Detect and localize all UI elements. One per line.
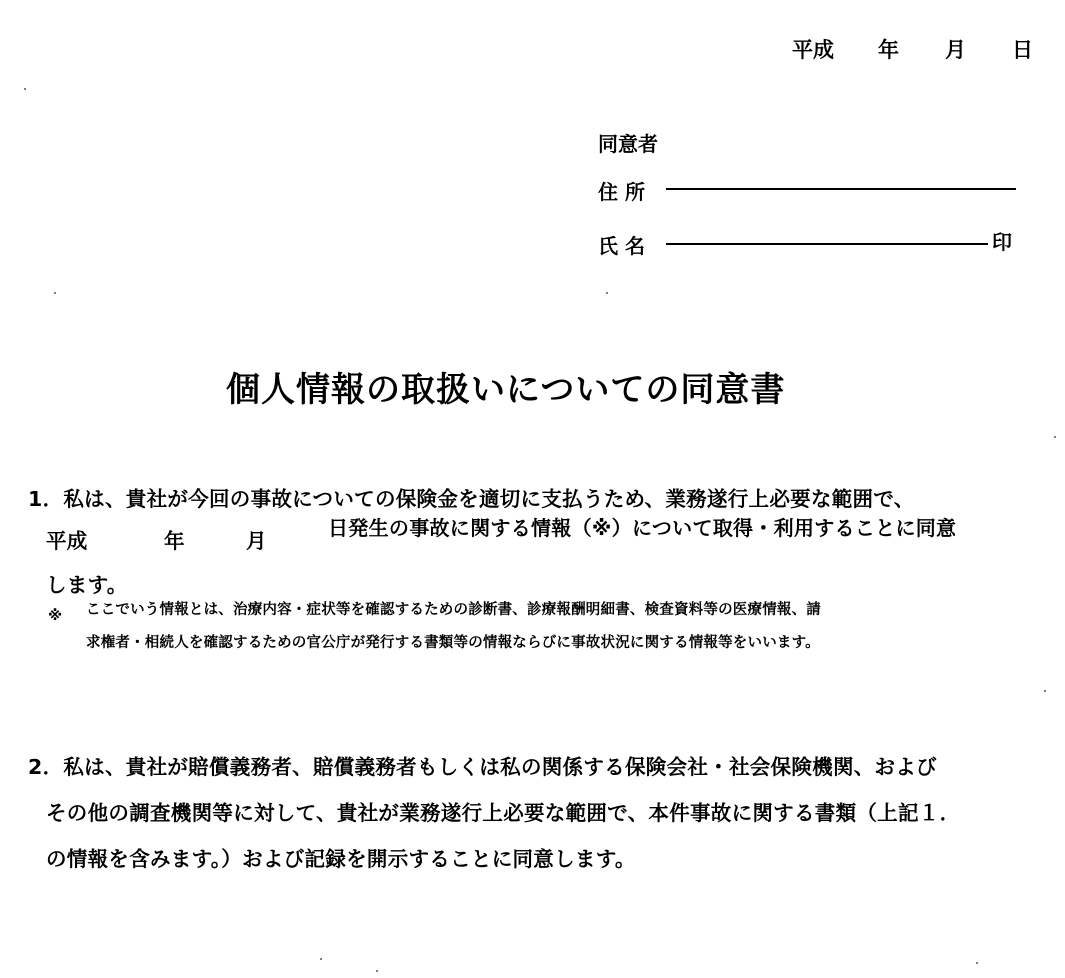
seal-mark: 印 bbox=[992, 230, 1012, 254]
date-era: 平成 bbox=[792, 38, 834, 62]
address-label: 住 所 bbox=[598, 180, 645, 204]
scan-speck bbox=[1054, 436, 1056, 438]
scan-speck bbox=[376, 970, 378, 972]
scan-speck bbox=[606, 292, 608, 294]
note-line-2: 求権者・相続人を確認するための官公庁が発行する書類等の情報ならびに事故状況に関する情報等をいいます。 bbox=[86, 635, 820, 651]
clause-1-line-3: します。 bbox=[46, 573, 128, 597]
clause-1-line-2: 日発生の事故に関する情報（※）について取得・利用することに同意 bbox=[328, 516, 957, 540]
clause-2-line-2: その他の調査機関等に対して、貴社が業務遂行上必要な範囲で、本件事故に関する書類（上記１． bbox=[46, 801, 961, 825]
clause-2-line-1: 2．私は、貴社が賠償義務者、賠償義務者もしくは私の関係する保険会社・社会保険機関、および bbox=[28, 755, 937, 779]
note-line-1: ここでいう情報とは、治療内容・症状等を確認するための診断書、診療報酬明細書、検査資料等の医療情報、請 bbox=[86, 602, 821, 618]
signer-heading: 同意者 bbox=[598, 132, 658, 156]
scan-speck bbox=[54, 292, 56, 294]
clause-1-line-1: 1．私は、貴社が今回の事故についての保険金を適切に支払うため、業務遂行上必要な範囲で、 bbox=[28, 487, 915, 511]
clause-2-line-3: の情報を含みます。）および記録を開示することに同意します。 bbox=[46, 847, 636, 871]
clause-1-year-label: 年 bbox=[164, 529, 185, 553]
date-year-label: 年 bbox=[878, 38, 899, 62]
scan-speck bbox=[320, 958, 322, 960]
scan-speck bbox=[976, 962, 978, 964]
date-day-label: 日 bbox=[1012, 38, 1033, 62]
name-field-line[interactable] bbox=[666, 243, 988, 245]
clause-1-era: 平成 bbox=[46, 529, 88, 553]
date-month-label: 月 bbox=[945, 38, 966, 62]
document-title: 個人情報の取扱いについての同意書 bbox=[226, 370, 786, 410]
scan-speck bbox=[24, 88, 26, 90]
address-field-line[interactable] bbox=[666, 188, 1016, 190]
scan-speck bbox=[1044, 690, 1046, 692]
name-label: 氏 名 bbox=[598, 234, 645, 258]
clause-1-month-label: 月 bbox=[246, 529, 267, 553]
note-mark: ※ bbox=[48, 608, 63, 624]
